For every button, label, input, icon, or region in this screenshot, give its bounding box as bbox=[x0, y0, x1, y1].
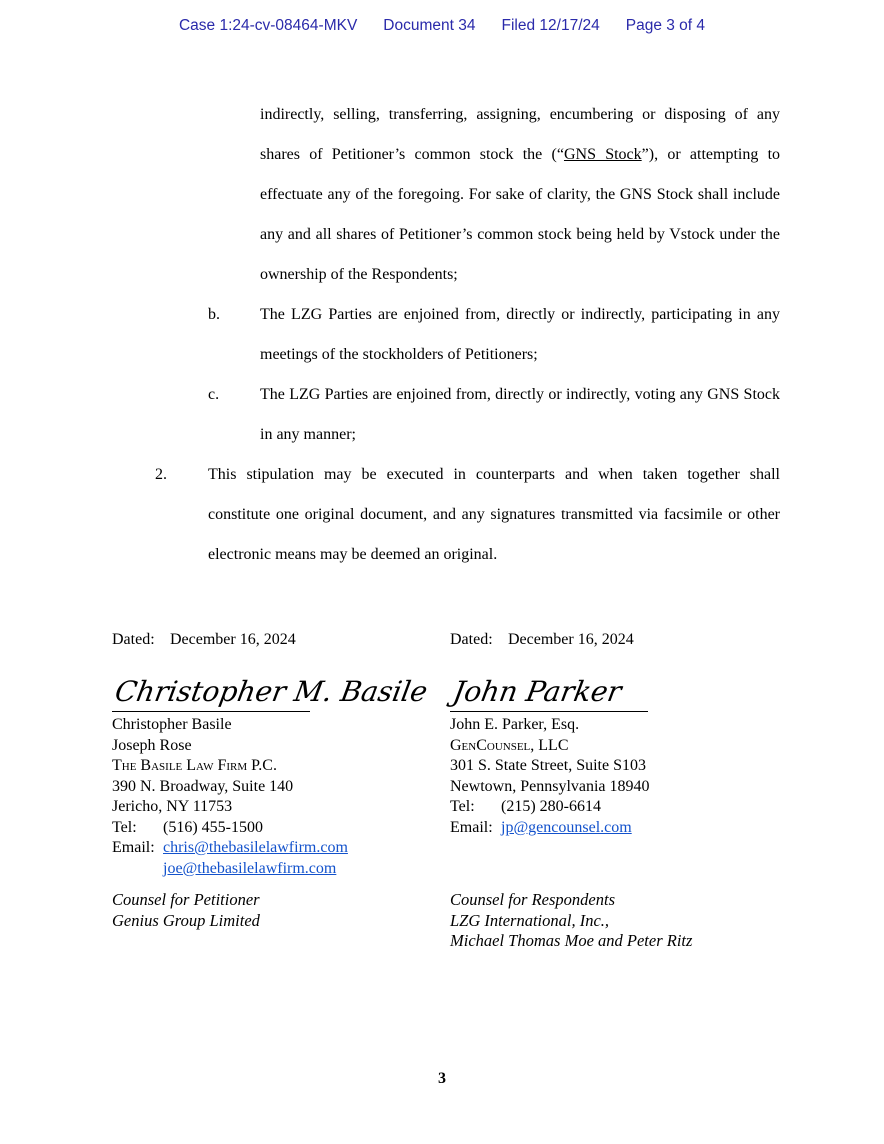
list-marker-b: b. bbox=[208, 306, 220, 323]
counsel-designation-petitioner bbox=[112, 890, 260, 931]
attorney-name-basile: Christopher Basile bbox=[112, 716, 232, 733]
court-stamp-header bbox=[0, 17, 884, 35]
tel-label-left: Tel: bbox=[112, 818, 137, 836]
signature-line-left bbox=[112, 711, 310, 712]
stamp-filed-date: Filed 12/17/24 bbox=[501, 17, 600, 34]
paragraph-a-continuation bbox=[260, 95, 780, 295]
stamp-case-number: Case 1:24-cv-08464-MKV bbox=[178, 17, 358, 34]
firm-address-city-right: Newtown, Pennsylvania 18940 bbox=[450, 777, 650, 795]
petitioner-client-name: Genius Group Limited bbox=[112, 910, 260, 930]
respondent-client-name-1: LZG International, Inc., bbox=[450, 910, 610, 930]
firm-address-street-right: 301 S. State Street, Suite S103 bbox=[450, 757, 646, 774]
email-link-chris[interactable]: chris@thebasilelawfirm.com bbox=[163, 839, 348, 856]
numbered-item-2-text: This stipulation may be executed in counterparts and when taken together shall constitute one original document, and any signatures transmitted via facsimile or other electronic means may be deemed an original. bbox=[208, 466, 780, 563]
stamp-page-indicator: Page 3 of 4 bbox=[625, 17, 706, 34]
dated-line-right bbox=[450, 631, 790, 653]
page-number-footer bbox=[0, 1070, 884, 1088]
attorney-name-parker: John E. Parker, Esq. bbox=[450, 716, 580, 733]
email-label-left: Email: bbox=[112, 839, 155, 856]
respondent-client-name-2: Michael Thomas Moe and Peter Ritz bbox=[450, 931, 693, 950]
email-line-right bbox=[450, 818, 790, 839]
tel-number-left: (516) 455-1500 bbox=[163, 818, 263, 836]
list-item-b bbox=[208, 295, 780, 375]
paragraph-a-text-post: ”), or attempting to effectuate any of the foregoing. For sake of clarity, the GNS Stock shall include any and all shares of Petitioner’s common stock being held by Vstock under the ownership of the Respondents; bbox=[260, 146, 781, 283]
tel-line-left bbox=[112, 818, 452, 839]
page-number: 3 bbox=[438, 1070, 446, 1087]
stamp-document-number: Document 34 bbox=[383, 17, 476, 34]
paragraph-a-text-pre: indirectly, selling, transferring, assigning, encumbering or disposing of any shares of Petitioner’s common stock the (“ bbox=[260, 106, 780, 163]
numbered-marker-2: 2. bbox=[155, 466, 167, 483]
dated-line-left bbox=[112, 631, 452, 653]
email-link-jp[interactable]: jp@gencounsel.com bbox=[501, 818, 632, 836]
dated-label-right: Dated: bbox=[450, 631, 493, 648]
tel-number-right: (215) 280-6614 bbox=[501, 798, 601, 815]
gns-stock-defined-term: GNS Stock bbox=[563, 146, 642, 163]
firm-name-basile-law: The Basile Law Firm P.C. bbox=[112, 757, 277, 774]
firm-address-street-left: 390 N. Broadway, Suite 140 bbox=[112, 777, 294, 795]
counsel-for-respondents-label: Counsel for Respondents bbox=[450, 890, 615, 909]
tel-label-right: Tel: bbox=[450, 798, 475, 815]
list-item-c bbox=[208, 375, 780, 455]
email-line-left bbox=[112, 838, 452, 859]
email-link-joe[interactable]: joe@thebasilelawfirm.com bbox=[163, 859, 337, 877]
list-item-b-text: The LZG Parties are enjoined from, directly or indirectly, participating in any meetings of the stockholders of Petitioners; bbox=[260, 306, 780, 363]
email-line-left-2 bbox=[163, 859, 452, 880]
numbered-item-2 bbox=[155, 455, 780, 575]
firm-address-city-left: Jericho, NY 11753 bbox=[112, 798, 233, 815]
contact-block-left bbox=[112, 715, 452, 879]
dated-value-left: December 16, 2024 bbox=[170, 631, 296, 648]
email-label-right: Email: bbox=[450, 818, 493, 836]
list-marker-c: c. bbox=[208, 386, 220, 403]
document-body bbox=[112, 95, 780, 575]
signature-line-right bbox=[450, 711, 648, 712]
counsel-for-petitioner-label: Counsel for Petitioner bbox=[112, 890, 260, 909]
counsel-designation-respondents bbox=[450, 890, 692, 952]
list-item-c-text: The LZG Parties are enjoined from, directly or indirectly, voting any GNS Stock in any manner; bbox=[260, 386, 780, 443]
firm-name-gencounsel: GenCounsel, LLC bbox=[450, 736, 569, 754]
signature-block-respondents bbox=[450, 631, 790, 838]
contact-block-right bbox=[450, 715, 790, 838]
signature-block-petitioner bbox=[112, 631, 452, 879]
tel-line-right bbox=[450, 797, 790, 818]
signature-basile: Christopher M. Basile bbox=[112, 675, 431, 708]
dated-label-left: Dated: bbox=[112, 631, 155, 648]
signature-parker: John Parker bbox=[450, 675, 624, 708]
dated-value-right: December 16, 2024 bbox=[508, 631, 634, 648]
attorney-name-rose: Joseph Rose bbox=[112, 736, 192, 754]
